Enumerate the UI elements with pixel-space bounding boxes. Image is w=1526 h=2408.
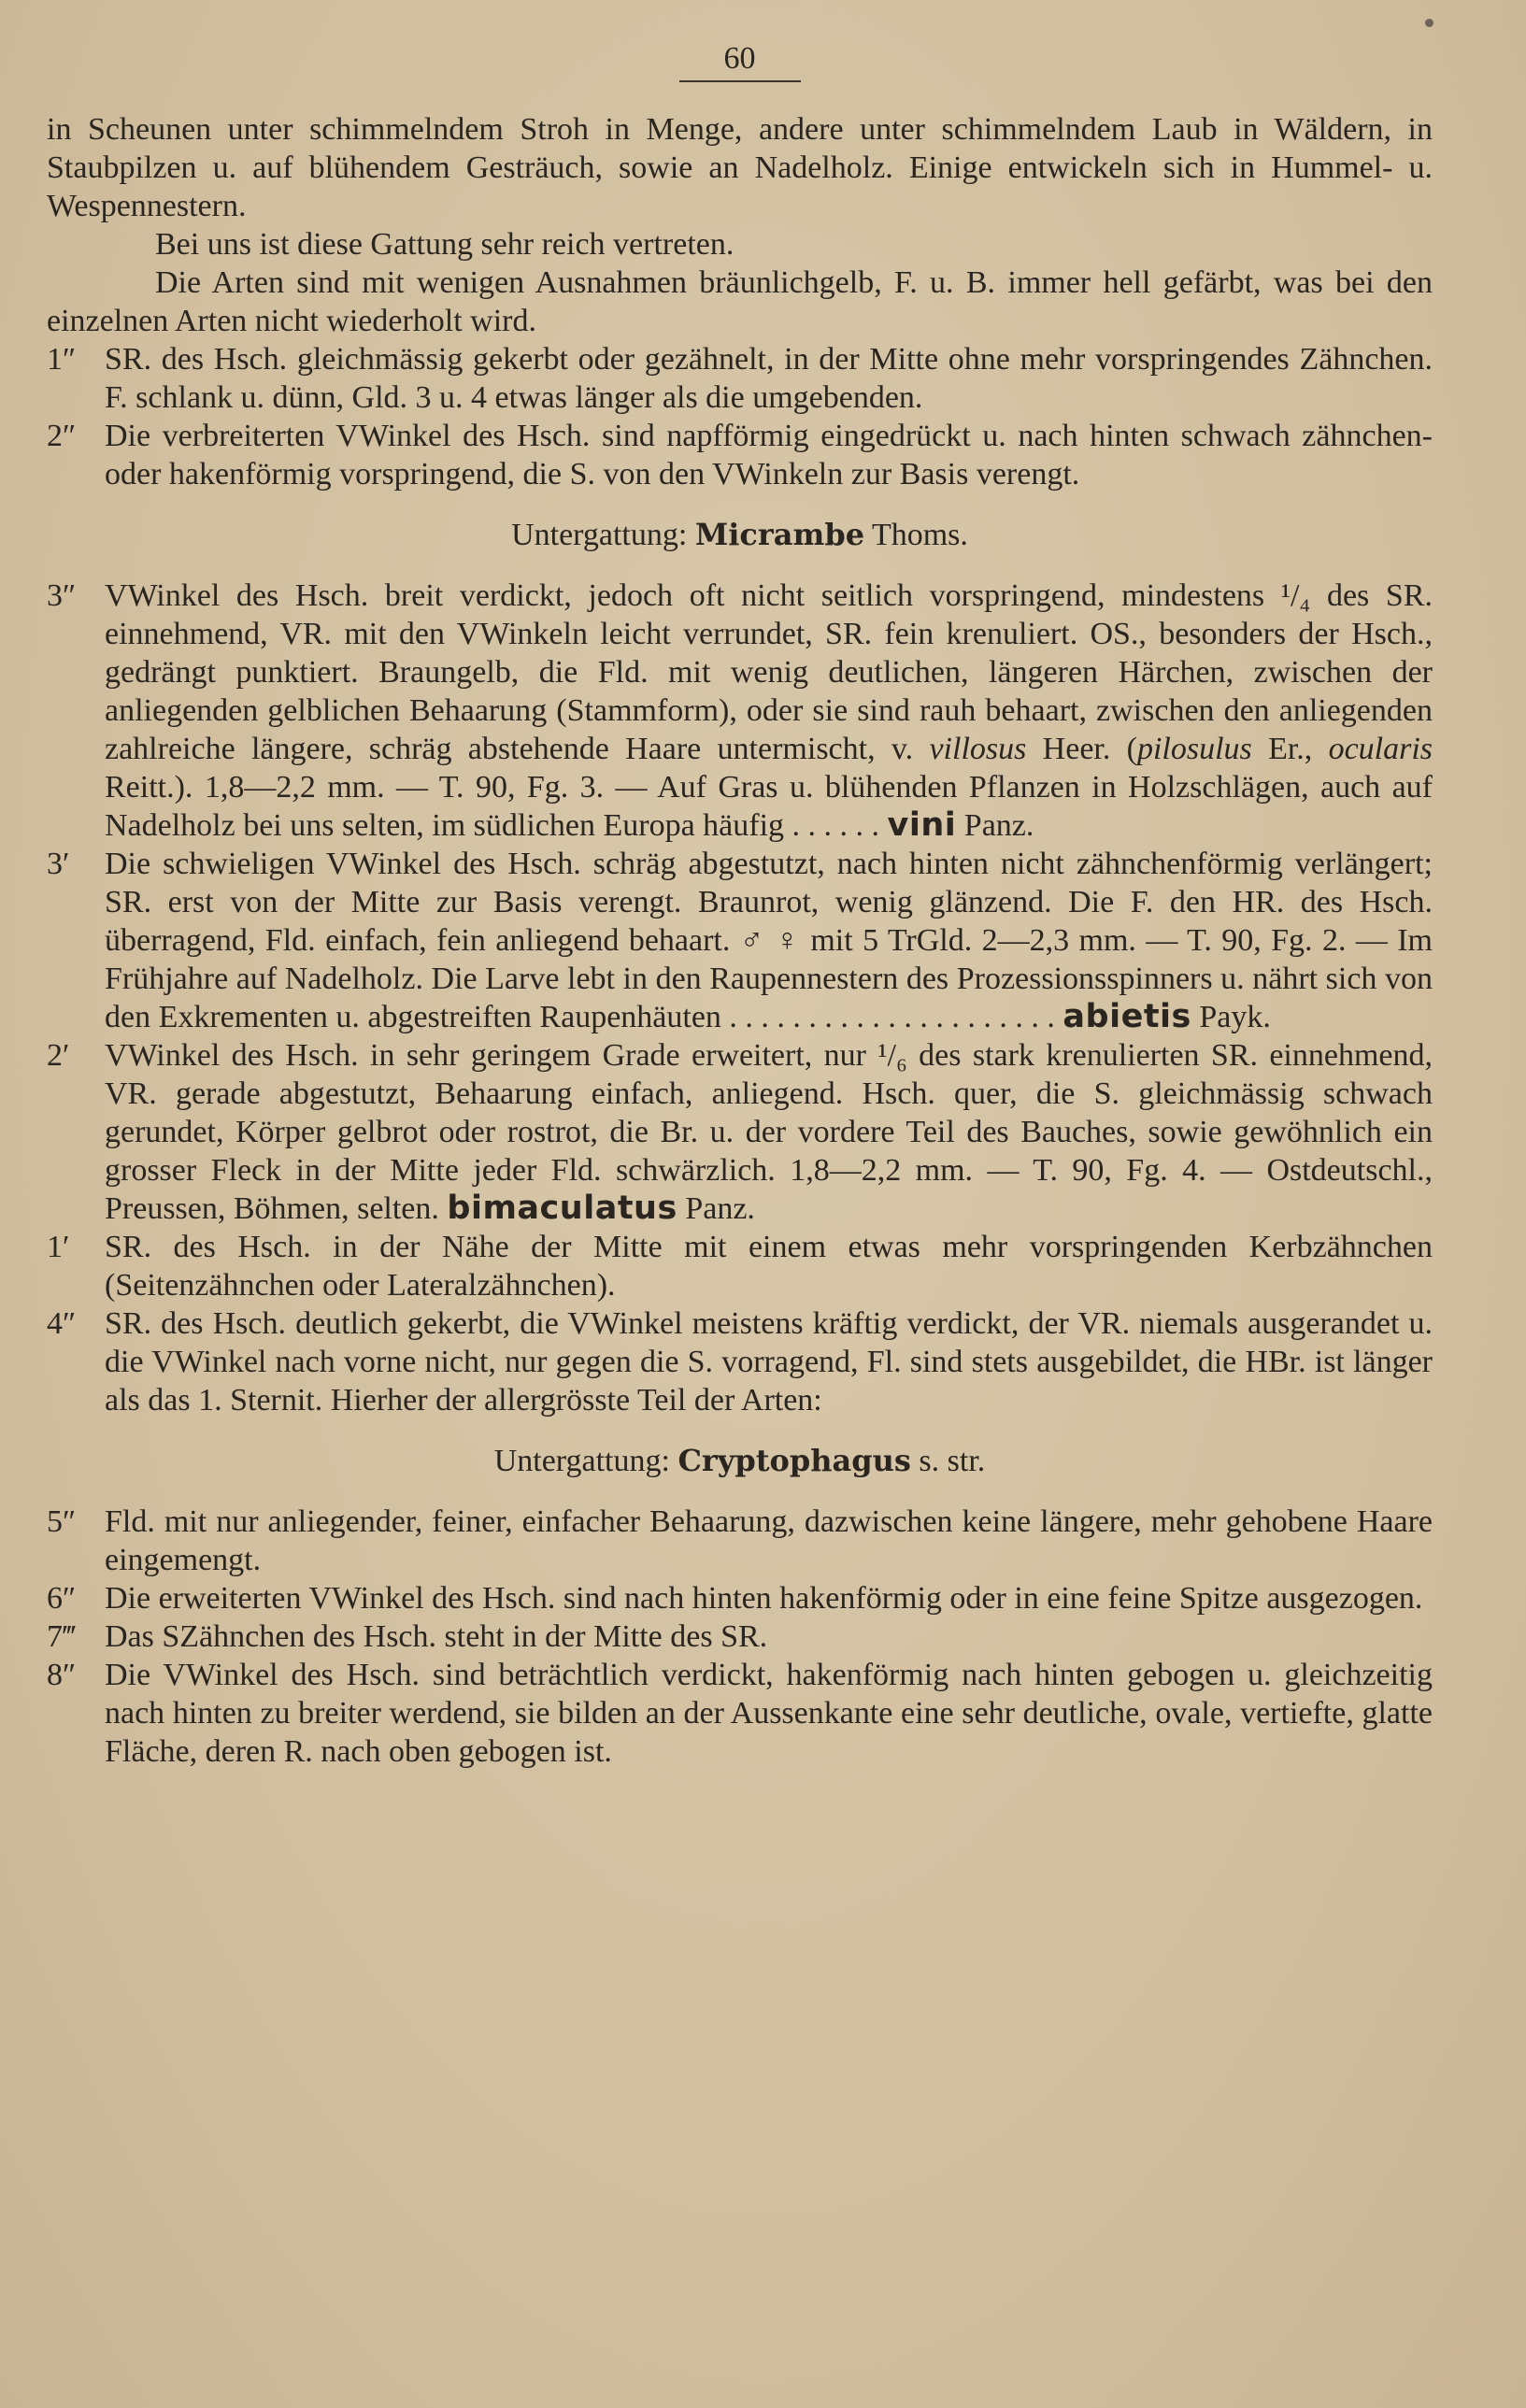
key-number: 1′ xyxy=(47,1230,70,1264)
intro-text: in Scheunen unter schimmelndem Stroh in Menge, andere unter schimmelndem Laub in Wäldern, in Staubpilzen u. auf blühendem Gesträuch, sowie an Nadelholz. Einige entwickeln sich in Hummel- u. Wespennestern. xyxy=(47,112,1433,223)
key-entry-2 xyxy=(47,417,1433,493)
key-text: Er., xyxy=(1268,732,1313,766)
heading-prefix: Untergattung: xyxy=(511,518,688,552)
page-header xyxy=(47,36,1433,82)
page-number: 60 xyxy=(679,36,801,82)
key-number: 3′ xyxy=(47,847,70,881)
key-entry-8 xyxy=(47,1503,1433,1579)
key-text: VWinkel des Hsch. in sehr geringem Grade erweitert, nur ¹/₆ des stark krenulierten SR. einnehmend, VR. gerade abgestutzt, Behaarung einfach, anliegend. Hsch. quer, die S. gleichmässig schwach gerundet, Körper gelbrot oder rostrot, die Br. u. der vordere Teil des Bauches, sowie gewöhnlich ein grosser Fleck in der Mitte jeder Fld. schwärzlich. 1,8—2,2 mm. — T. 90, Fg. 4. — Ostdeutschl., Preussen, Böhmen, selten. xyxy=(105,1038,1433,1226)
key-entry-9 xyxy=(47,1579,1433,1617)
key-number: 8″ xyxy=(47,1658,77,1692)
intro-text-3: Die Arten sind mit wenigen Ausnahmen bräunlichgelb, F. u. B. immer hell gefärbt, was bei den einzelnen Arten nicht wiederholt wird. xyxy=(47,265,1433,338)
genus-name: Micrambe xyxy=(694,517,865,552)
key-text: Fld. mit nur anliegender, feiner, einfacher Behaarung, dazwischen keine längere, mehr gehobene Haare eingemengt. xyxy=(105,1504,1433,1577)
key-entry-1 xyxy=(47,340,1433,417)
variety-name: villosus xyxy=(929,732,1027,766)
subgenus-heading-cryptophagus xyxy=(47,1442,1433,1480)
key-text: Die verbreiterten VWinkel des Hsch. sind napfförmig eingedrückt u. nach hinten schwach zähnchen- oder hakenförmig vorspringend, die S. von den VWinkeln zur Basis verengt. xyxy=(105,419,1433,492)
species-name: vini xyxy=(887,806,957,844)
species-author: Panz. xyxy=(685,1191,755,1226)
key-number: 2′ xyxy=(47,1038,70,1073)
key-text: Die schwieligen VWinkel des Hsch. schräg abgestutzt, nach hinten nicht zähnchenförmig verlängert; SR. erst von der Mitte zur Basis verengt. Braunrot, wenig glänzend. Die F. den HR. des Hsch. überragend, Fld. einfach, fein anliegend behaart. ♂ ♀ mit 5 TrGld. 2—2,3 mm. — T. 90, Fg. 2. — Im Frühjahre auf Nadelholz. Die Larve lebt in den Raupennestern des Prozessionsspinners u. nährt sich von den Exkrementen u. abgestreiften Raupenhäuten . . . . . . . . . . . . . . . . . . . . . xyxy=(105,847,1433,1034)
key-entry-7 xyxy=(47,1304,1433,1419)
genus-name: Cryptophagus xyxy=(677,1443,911,1478)
genus-author: s. str. xyxy=(919,1444,986,1478)
key-entry-5 xyxy=(47,1036,1433,1228)
key-number: 1″ xyxy=(47,342,77,377)
key-number: 4″ xyxy=(47,1306,77,1341)
key-text: Die VWinkel des Hsch. sind beträchtlich verdickt, hakenförmig nach hinten gebogen u. gleichzeitig nach hinten zu breiter werdend, sie bilden an der Aussenkante eine sehr deutliche, ovale, vertiefte, glatte Fläche, deren R. nach oben gebogen ist. xyxy=(105,1658,1433,1769)
synonym-name: pilosulus xyxy=(1136,732,1252,766)
ink-speck xyxy=(1425,19,1433,27)
subgenus-heading-micrambe xyxy=(47,516,1433,554)
key-number: 5″ xyxy=(47,1504,77,1539)
key-text: Die erweiterten VWinkel des Hsch. sind nach hinten hakenförmig oder in eine feine Spitze ausgezogen. xyxy=(105,1581,1423,1616)
key-number: 7‴ xyxy=(47,1619,77,1654)
species-name: bimaculatus xyxy=(447,1190,677,1227)
key-text: VWinkel des Hsch. breit verdickt, jedoch oft nicht seitlich vorspringend, mindestens ¹/₄ des SR. einnehmend, VR. mit den VWinkeln leicht verrundet, SR. fein krenuliert. OS., besonders der Hsch., gedrängt punktiert. Braungelb, die Fld. mit wenig deutlichen, längeren Härchen, zwischen der anliegenden gelblichen Behaarung (Stammform), oder sie sind rauh behaart, zwischen den anliegenden zahlreiche längere, schräg abstehende Haare untermischt, v. xyxy=(105,578,1433,766)
key-text: SR. des Hsch. in der Nähe der Mitte mit einem etwas mehr vorspringenden Kerbzähnchen (Seitenzähnchen oder Lateralzähnchen). xyxy=(105,1230,1433,1303)
synonym-name: ocularis xyxy=(1328,732,1433,766)
heading-prefix: Untergattung: xyxy=(493,1444,670,1478)
key-entry-3 xyxy=(47,577,1433,845)
key-entry-11 xyxy=(47,1656,1433,1771)
species-author: Panz. xyxy=(963,808,1034,843)
key-text: Heer. ( xyxy=(1042,732,1137,766)
key-text: Reitt.). 1,8—2,2 mm. — T. 90, Fg. 3. — Auf Gras u. blühenden Pflanzen in Holzschlägen, auch auf Nadelholz bei uns selten, im südlichen Europa häufig . . . . . . xyxy=(105,770,1433,843)
key-number: 2″ xyxy=(47,419,77,453)
species-author: Payk. xyxy=(1199,1000,1271,1034)
key-text: SR. des Hsch. deutlich gekerbt, die VWinkel meistens kräftig verdickt, der VR. niemals ausgerandet u. die VWinkel nach vorne nicht, nur gegen die S. vorragend, Fl. sind stets ausgebildet, die HBr. ist länger als das 1. Sternit. Hierher der allergrösste Teil der Arten: xyxy=(105,1306,1433,1418)
key-number: 6″ xyxy=(47,1581,77,1616)
genus-author: Thoms. xyxy=(871,518,968,552)
species-name: abietis xyxy=(1062,998,1191,1035)
key-entry-4 xyxy=(47,845,1433,1036)
key-text: Das SZähnchen des Hsch. steht in der Mitte des SR. xyxy=(105,1619,768,1654)
key-number: 3″ xyxy=(47,578,77,613)
key-entry-10 xyxy=(47,1617,1433,1656)
intro-text-2: Bei uns ist diese Gattung sehr reich vertreten. xyxy=(155,227,734,262)
key-entry-6 xyxy=(47,1228,1433,1304)
key-text: SR. des Hsch. gleichmässig gekerbt oder gezähnelt, in der Mitte ohne mehr vorspringendes Zähnchen. F. schlank u. dünn, Gld. 3 u. 4 etwas länger als die umgebenden. xyxy=(105,342,1433,415)
